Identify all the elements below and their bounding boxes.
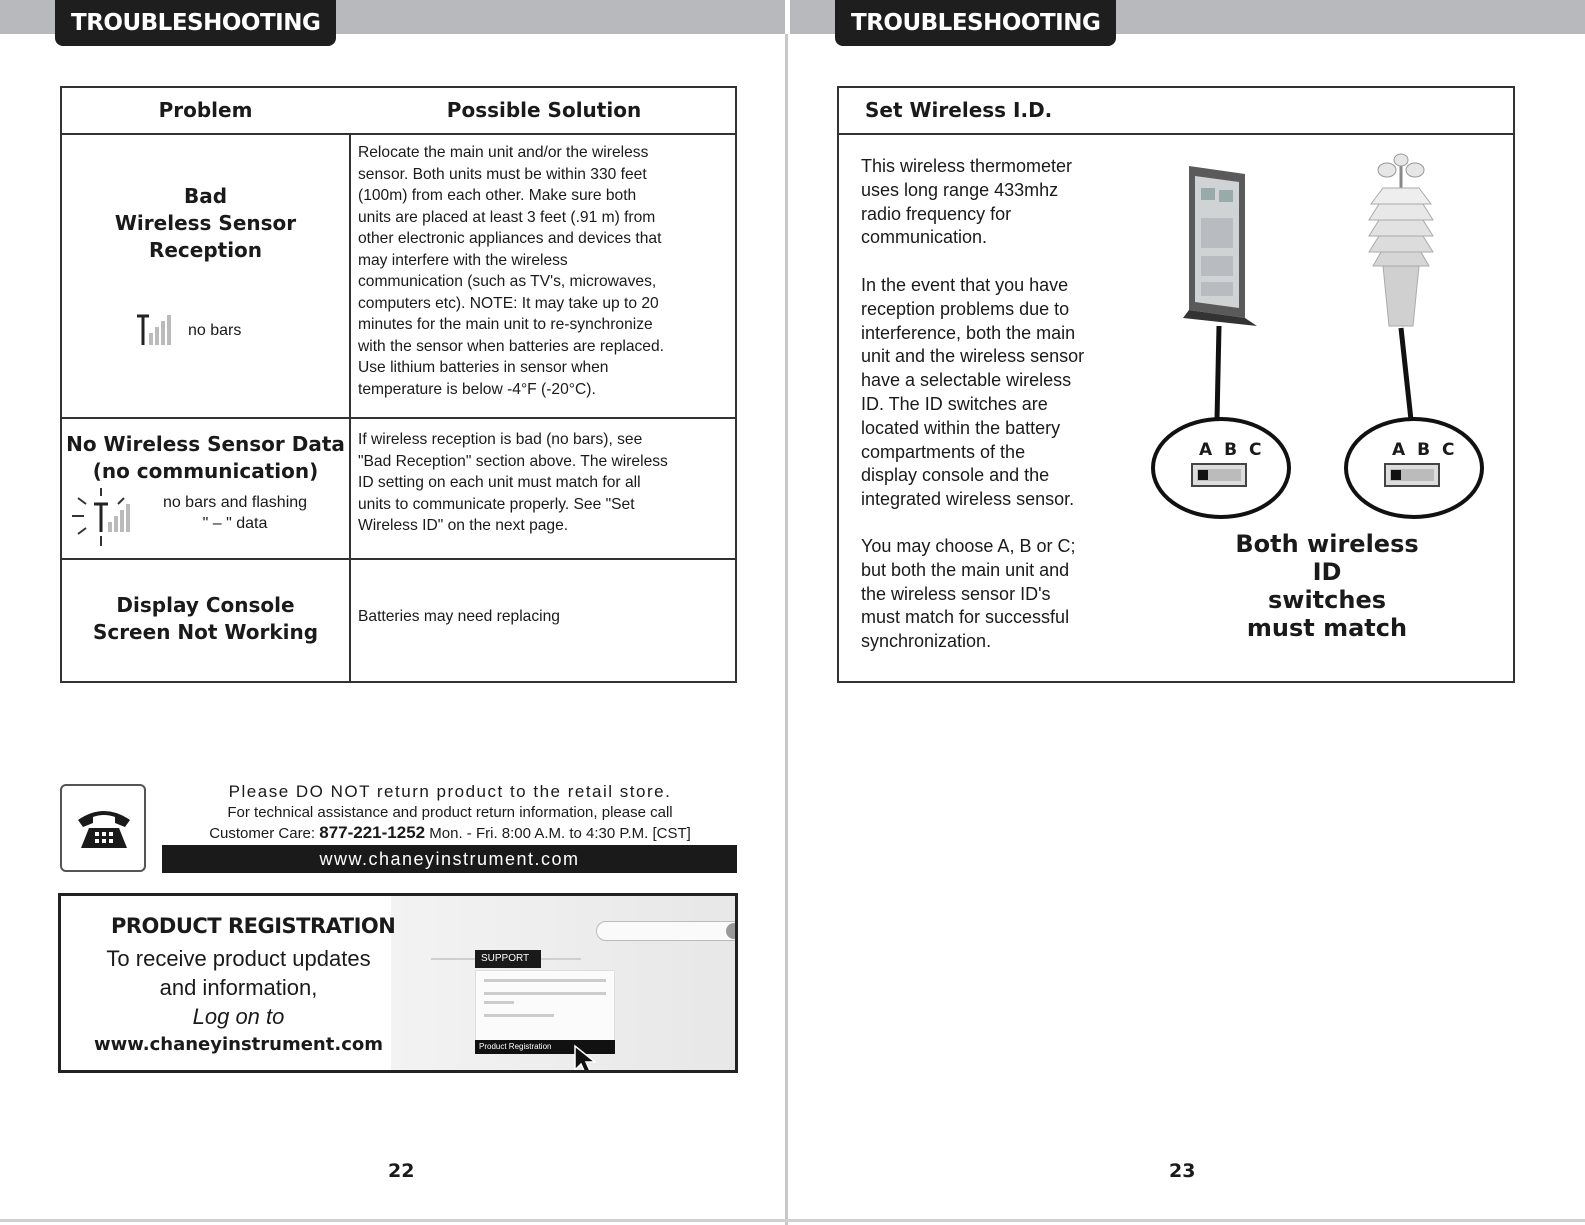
phone-number: 877-221-1252: [319, 823, 426, 842]
solution-line: ID setting on each unit must match for all: [358, 474, 641, 491]
search-icon: [726, 923, 738, 939]
registration-line: Log on to: [192, 1004, 285, 1029]
note-line: " – " data: [202, 515, 268, 532]
problem-line: No Wireless Sensor Data: [66, 432, 345, 456]
solution-line: minutes for the main unit to re-synchronize: [358, 316, 653, 333]
phone-box: [60, 784, 146, 872]
text-line: compartments of the: [861, 441, 1026, 462]
solution-line: Batteries may need replacing: [358, 608, 560, 625]
no-bars-note: no bars: [188, 322, 242, 339]
search-bar-graphic: [596, 921, 738, 941]
problem-cell: [62, 431, 349, 485]
callout-line: Both wireless ID: [1235, 530, 1419, 586]
solution-line: computers etc). NOTE: It may take up to 20: [358, 294, 659, 312]
solution-line: Relocate the main unit and/or the wireless: [358, 144, 649, 161]
text-line: In the event that you have: [861, 275, 1069, 295]
problem-line: Screen Not Working: [92, 620, 319, 644]
return-warning: Please DO NOT return product to the retail store.: [228, 782, 672, 801]
telephone-icon: [75, 804, 133, 852]
solution-line: Use lithium batteries in sensor when: [358, 359, 609, 376]
text-line: You may choose A, B or C;: [861, 536, 1076, 556]
solution-line: Wireless ID" on the next page.: [358, 517, 569, 534]
hours-text: Mon. - Fri. 8:00 A.M. to 4:30 P.M. [CST]: [429, 825, 691, 842]
problem-line: Reception: [148, 238, 263, 262]
solution-line: (100m) from each other. Make sure both: [358, 187, 637, 204]
menu-item-placeholder: [484, 992, 606, 995]
support-tab: SUPPORT: [475, 950, 541, 968]
solution-line: may interfere with the wireless: [358, 251, 568, 269]
solution-line: communication (such as TV's, microwaves,: [358, 273, 657, 290]
troubleshooting-table: [60, 86, 737, 683]
problem-line: Display Console: [116, 593, 295, 617]
row-divider: [62, 417, 735, 419]
flashing-signal-icon: [66, 486, 136, 548]
text-line: This wireless thermometer: [861, 156, 1073, 176]
wireless-id-box: [837, 86, 1515, 683]
menu-item-placeholder: [484, 1014, 554, 1017]
text-line: interference, both the main: [861, 322, 1076, 343]
switch-label-right: A B C: [1392, 440, 1458, 460]
problem-line: (no communication): [92, 459, 319, 483]
solution-line: other electronic appliances and devices that: [358, 230, 662, 247]
col-problem-header: Problem: [158, 98, 253, 122]
page-divider: [785, 34, 788, 1225]
callout-line: must match: [1246, 614, 1408, 642]
must-match-callout: [1217, 530, 1437, 642]
solution-line: with the sensor when batteries are replaced.: [358, 337, 664, 355]
cursor-arrow-icon: [573, 1044, 601, 1073]
registration-box: [58, 893, 738, 1073]
problem-cell: [62, 592, 349, 646]
text-line: unit and the wireless sensor: [861, 346, 1085, 367]
registration-line: and information,: [159, 975, 318, 1000]
registration-title: PRODUCT REGISTRATION: [111, 914, 396, 938]
product-registration-menu-item: Product Registration: [475, 1040, 615, 1054]
text-line: the wireless sensor ID's: [861, 583, 1051, 604]
solution-line: If wireless reception is bad (no bars), see: [358, 431, 643, 448]
text-line: reception problems due to: [861, 298, 1070, 319]
page-number-right: 23: [1169, 1160, 1196, 1182]
text-line: uses long range 433mhz: [861, 179, 1059, 200]
note-line: no bars and flashing: [162, 494, 308, 511]
registration-line: To receive product updates: [106, 946, 371, 971]
solution-line: units are placed at least 3 feet (.91 m) from: [358, 208, 656, 226]
signal-bars-icon: [135, 313, 175, 347]
solution-line: temperature is below -4°F (-20°C).: [358, 380, 596, 398]
text-line: display console and the: [861, 465, 1050, 486]
text-line: but both the main unit and: [861, 559, 1070, 580]
left-section-tab: TROUBLESHOOTING: [55, 0, 336, 46]
solution-cell: [358, 142, 728, 400]
wireless-sensor-icon: [1369, 154, 1433, 326]
text-line: ID. The ID switches are: [861, 393, 1048, 414]
customer-care-line: [165, 823, 735, 843]
solution-cell: [358, 606, 728, 628]
column-divider: [349, 135, 351, 681]
paragraph-1: [861, 155, 1116, 250]
problem-cell: [62, 183, 349, 264]
website-bar: www.chaneyinstrument.com: [162, 845, 737, 873]
customer-care-label: Customer Care:: [209, 825, 316, 842]
wireless-header: [839, 88, 1513, 135]
display-console-icon: [1183, 166, 1257, 326]
solution-line: sensor. Both units must be within 330 feet: [358, 165, 647, 183]
page-number-left: 22: [388, 1160, 415, 1182]
paragraph-3: [861, 535, 1116, 654]
problem-line: Wireless Sensor: [114, 211, 297, 235]
text-line: synchronization.: [861, 631, 992, 652]
text-line: radio frequency for: [861, 203, 1012, 224]
solution-line: "Bad Reception" section above. The wireless: [358, 452, 668, 470]
registration-website: www.chaneyinstrument.com: [94, 1034, 383, 1055]
table-header: [62, 88, 735, 135]
solution-line: units to communicate properly. See "Set: [358, 495, 635, 513]
paragraph-2: [861, 274, 1116, 512]
switch-label-left: A B C: [1199, 440, 1265, 460]
wireless-id-illustration: [1139, 148, 1499, 528]
text-line: integrated wireless sensor.: [861, 489, 1075, 510]
assistance-text: For technical assistance and product return information, please call: [227, 804, 673, 821]
solution-cell: [358, 429, 728, 537]
text-line: communication.: [861, 227, 988, 248]
problem-line: Bad: [183, 184, 228, 208]
text-line: located within the battery: [861, 417, 1061, 438]
website-screenshot: [391, 896, 738, 1073]
menu-item-placeholder: [484, 979, 606, 982]
flashing-note: [144, 492, 326, 534]
col-solution-header: Possible Solution: [446, 98, 642, 122]
text-line: have a selectable wireless: [861, 370, 1072, 391]
menu-item-placeholder: [484, 1001, 514, 1004]
bottom-rule: [0, 1219, 1585, 1222]
right-section-tab: TROUBLESHOOTING: [835, 0, 1116, 46]
wireless-title: Set Wireless I.D.: [865, 98, 1053, 122]
text-line: must match for successful: [861, 607, 1070, 628]
callout-line: switches: [1267, 586, 1387, 614]
row-divider: [62, 558, 735, 560]
